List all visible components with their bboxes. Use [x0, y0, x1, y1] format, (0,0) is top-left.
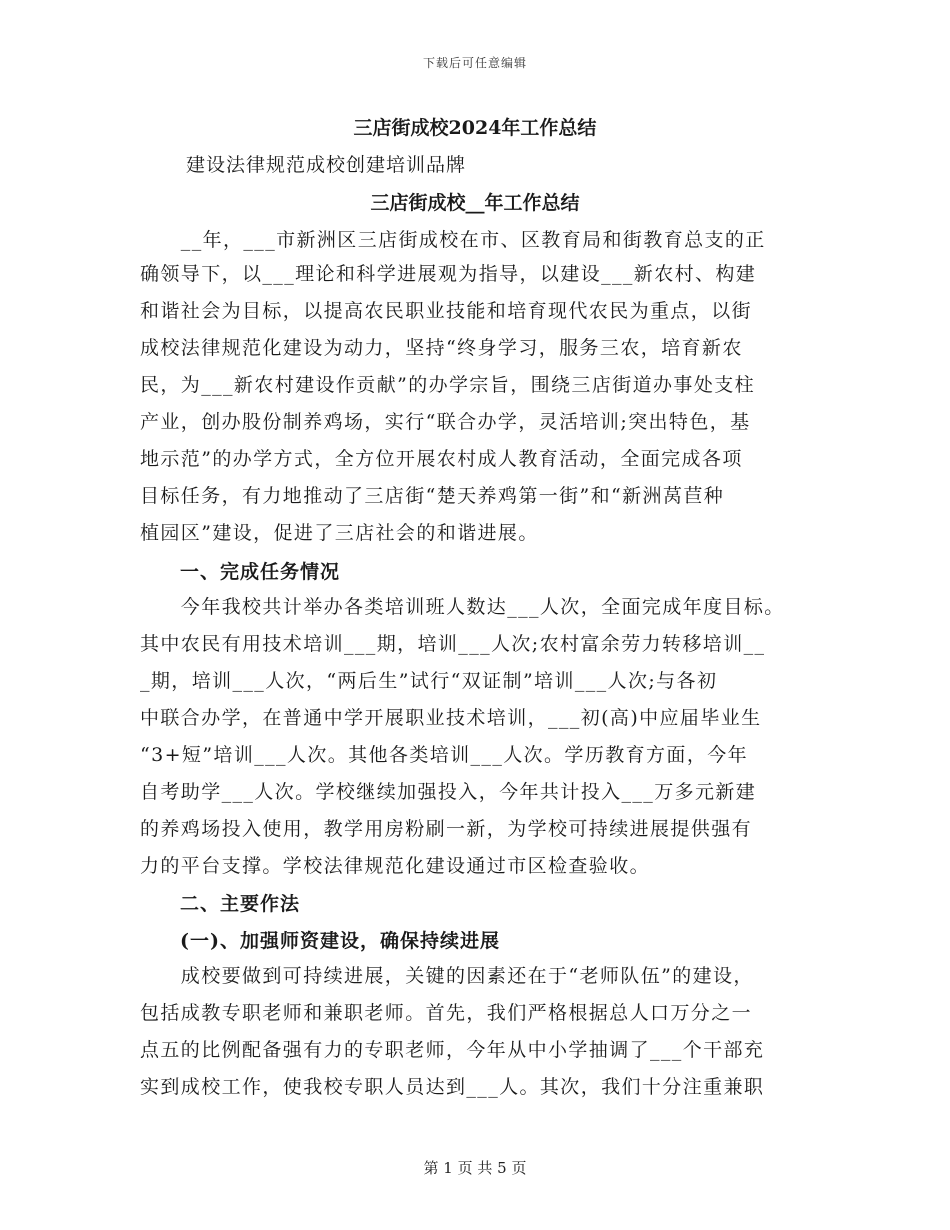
body-line: “3+短”培训___人次。其他各类培训___人次。学历教育方面，今年 [140, 744, 749, 766]
body-line: 的养鸡场投入使用，教学用房粉刷一新，为学校可持续进展提供强有 [140, 818, 753, 840]
body-line: _期，培训___人次，“两后生”试行“双证制”培训___人次;与各初 [140, 670, 718, 692]
document-title: 三店街成校__年工作总结 [370, 192, 580, 214]
page-footer-note: 第 1 页 共 5 页 [423, 1159, 527, 1177]
body-line: 民，为___新农村建设作贡献”的办学宗旨，围绕三店街道办事处支柱 [140, 374, 756, 396]
body-line: 地示范”的办学方式，全方位开展农村成人教育活动，全面完成各项 [140, 448, 743, 470]
body-line: 其中农民有用技术培训___期，培训___人次;农村富余劳力转移培训__ [140, 633, 766, 655]
body-line: 点五的比例配备强有力的专职老师，今年从中小学抽调了___个干部充 [140, 1039, 765, 1061]
body-line: 成校法律规范化建设为动力，坚持“终身学习，服务三农，培育新农 [140, 337, 743, 359]
body-line: 和谐社会为目标，以提高农民职业技能和培育现代农民为重点，以街 [140, 300, 753, 322]
body-line: __年，___市新洲区三店街成校在市、区教育局和街教育总支的正 [140, 229, 766, 251]
body-line: 中联合办学，在普通中学开展职业技术培训，___初(高)中应届毕业生 [140, 707, 762, 729]
body-line: 今年我校共计举办各类培训班人数达___人次，全面完成年度目标。 [140, 596, 785, 618]
subsection-heading-teacher-building: (一)、加强师资建设，确保持续进展 [140, 930, 500, 952]
document-main-title: 三店街成校2024年工作总结 [353, 117, 597, 139]
document-subtitle: 建设法律规范成校创建培训品牌 [186, 154, 467, 176]
body-line: 目标任务，有力地推动了三店街“楚天养鸡第一街”和“新洲莴苣种 [140, 485, 725, 507]
body-line: 包括成教专职老师和兼职老师。首先，我们严格根据总人口万分之一 [140, 1002, 753, 1024]
section-heading-main-practices: 二、主要作法 [140, 893, 301, 915]
body-line: 力的平台支撑。学校法律规范化建设通过市区检查验收。 [140, 855, 651, 877]
body-line: 实到成校工作，使我校专职人员达到___人。其次，我们十分注重兼职 [140, 1076, 765, 1098]
body-line: 植园区”建设，促进了三店社会的和谐进展。 [140, 522, 539, 544]
body-line: 自考助学___人次。学校继续加强投入，今年共计投入___万多元新建 [140, 781, 757, 803]
page-header-note: 下载后可任意编辑 [422, 56, 527, 70]
section-heading-completed-tasks: 一、完成任务情况 [140, 561, 341, 583]
body-line: 产业，创办股份制养鸡场，实行“联合办学，灵活培训;突出特色，基 [140, 411, 751, 433]
body-line: 确领导下，以___理论和科学进展观为指导，以建设___新农村、构建 [140, 263, 757, 285]
body-line: 成校要做到可持续进展，关键的因素还在于“老师队伍”的建设， [140, 965, 754, 987]
